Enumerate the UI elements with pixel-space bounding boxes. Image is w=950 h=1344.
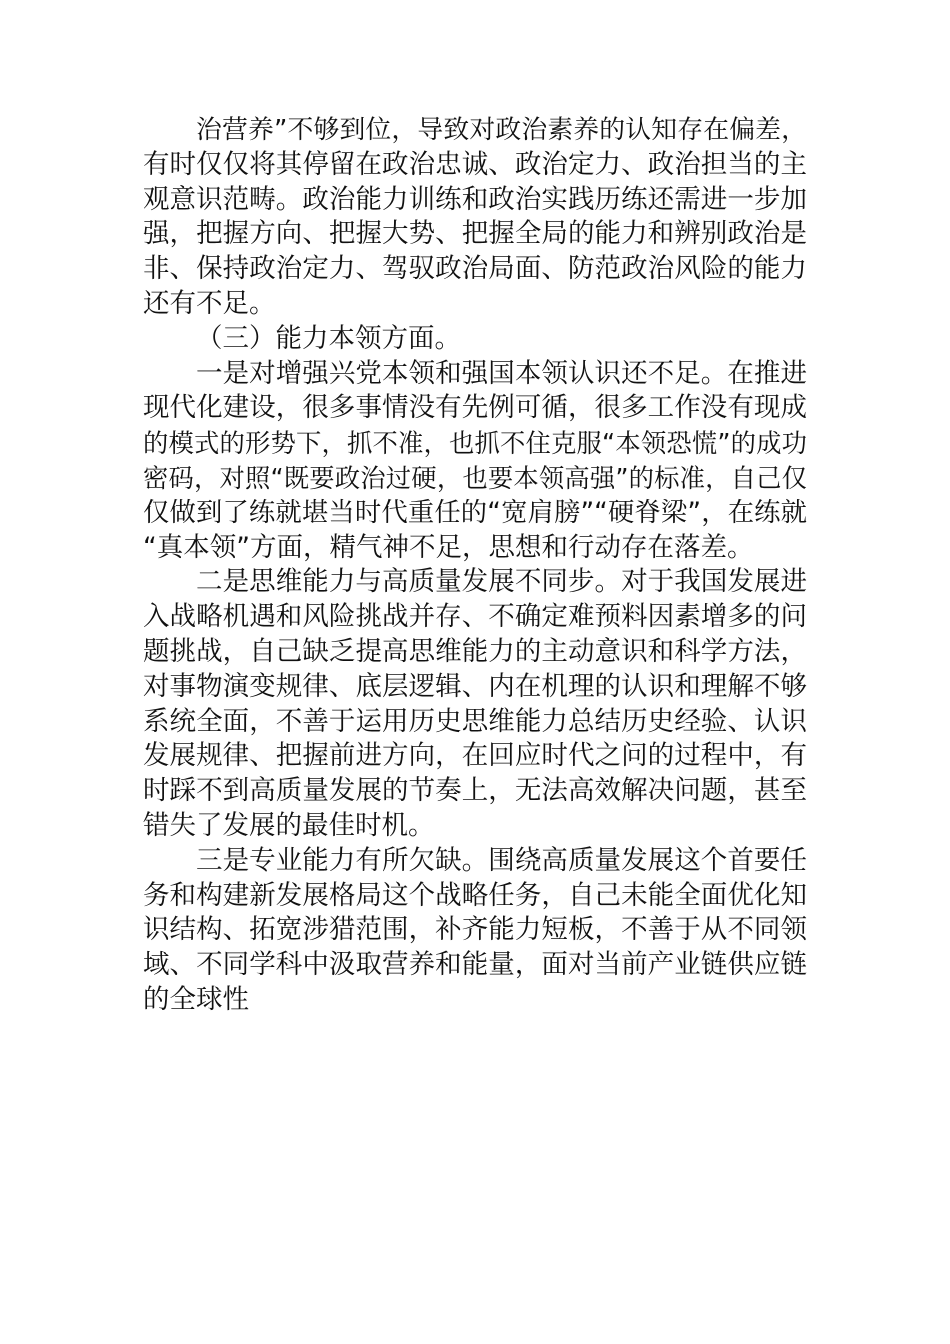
text-line: 非、保持政治定力、驾驭政治局面、防范政治风险的能力 bbox=[143, 253, 807, 285]
text-line: 强，把握方向、把握大势、把握全局的能力和辨别政治是 bbox=[143, 218, 807, 250]
text-line: 治营养”不够到位，导致对政治素养的认知存在偏差， bbox=[196, 115, 807, 145]
section-heading-ability bbox=[143, 322, 807, 357]
paragraph-political-cultivation bbox=[143, 113, 807, 322]
text-line: 二是思维能力与高质量发展不同步。对于我国发展进 bbox=[196, 566, 807, 598]
text-line: 三是专业能力有所欠缺。围绕高质量发展这个首要任 bbox=[196, 844, 807, 876]
text-line: 入战略机遇和风险挑战并存、不确定难预料因素增多的问 bbox=[143, 601, 807, 633]
text-line: 观意识范畴。政治能力训练和政治实践历练还需进一步加 bbox=[143, 183, 807, 215]
paragraph-first-point bbox=[143, 357, 807, 566]
text-line: 务和构建新发展格局这个战略任务，自己未能全面优化知 bbox=[143, 879, 807, 911]
text-line: 题挑战，自己缺乏提高思维能力的主动意识和科学方法， bbox=[143, 635, 807, 667]
document-body bbox=[143, 113, 807, 1018]
paragraph-third-point bbox=[143, 844, 807, 1018]
text-line: 识结构、拓宽涉猎范围，补齐能力短板，不善于从不同领 bbox=[143, 914, 807, 946]
text-line: 现代化建设，很多事情没有先例可循，很多工作没有现成 bbox=[143, 392, 807, 424]
text-line: 错失了发展的最佳时机。 bbox=[143, 809, 435, 841]
paragraph-second-point bbox=[143, 565, 807, 843]
text-line: 一是对增强兴党本领和强国本领认识还不足。在推进 bbox=[196, 357, 807, 389]
text-line: 的模式的形势下，抓不准，也抓不住克服“本领恐慌”的成功 bbox=[143, 428, 807, 459]
text-line: 还有不足。 bbox=[143, 287, 276, 319]
text-line: 对事物演变规律、底层逻辑、内在机理的认识和理解不够 bbox=[143, 670, 807, 702]
text-line: 有时仅仅将其停留在政治忠诚、政治定力、政治担当的主 bbox=[143, 148, 807, 180]
text-line: 发展规律、把握前进方向，在回应时代之问的过程中，有 bbox=[143, 740, 807, 772]
text-line: 仅做到了练就堪当时代重任的“宽肩膀”“硬脊梁”，在练就 bbox=[143, 497, 807, 528]
text-line: 系统全面，不善于运用历史思维能力总结历史经验、认识 bbox=[143, 705, 807, 737]
text-line: “真本领”方面，精气神不足，思想和行动存在落差。 bbox=[143, 531, 754, 563]
text-line: 时踩不到高质量发展的节奏上，无法高效解决问题，甚至 bbox=[143, 775, 807, 807]
section-heading: （三）能力本领方面。 bbox=[196, 322, 461, 354]
text-line: 密码，对照“既要政治过硬，也要本领高强”的标准，自己仅 bbox=[143, 462, 807, 493]
text-line: 域、不同学科中汲取营养和能量，面对当前产业链供应链 bbox=[143, 949, 807, 981]
text-line: 的全球性 bbox=[143, 983, 249, 1015]
